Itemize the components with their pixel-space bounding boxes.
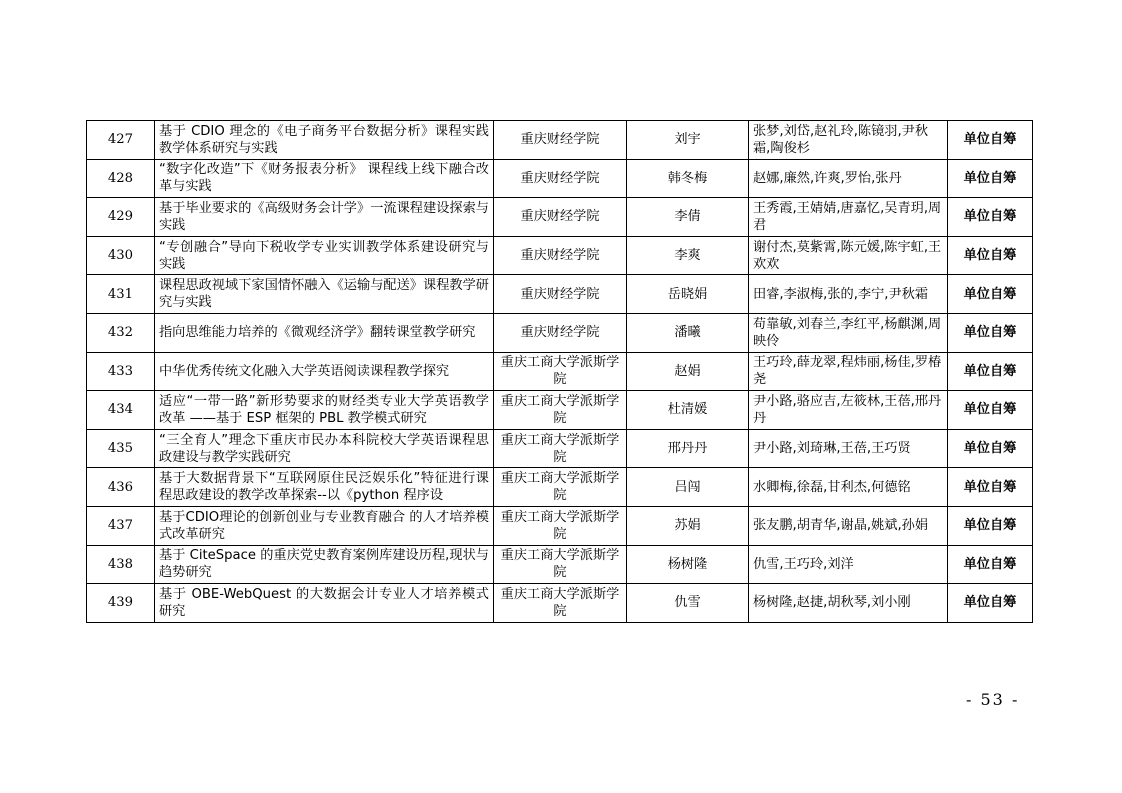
- table-row: [87, 429, 1033, 468]
- cell-funding: 单位自筹: [948, 236, 1033, 275]
- cell-number: 438: [87, 545, 155, 584]
- cell-members: 张友鹏,胡青华,谢晶,姚斌,孙娟: [749, 506, 948, 545]
- cell-members: 张梦,刘岱,赵礼玲,陈镜羽,尹秋霜,陶俊杉: [749, 121, 948, 160]
- cell-leader: 杜清媛: [627, 391, 749, 430]
- cell-project-title: 基于 CDIO 理念的《电子商务平台数据分析》课程实践教学体系研究与实践: [155, 121, 494, 160]
- cell-institution: 重庆工商大学派斯学院: [494, 468, 627, 507]
- table-row: [87, 468, 1033, 507]
- cell-project-title: “专创融合”导向下税收学专业实训教学体系建设研究与实践: [155, 236, 494, 275]
- cell-project-title: 基于大数据背景下“互联网原住民泛娱乐化”特征进行课程思政建设的教学改革探索--以《python 程序设: [155, 468, 494, 507]
- cell-leader: 岳晓娟: [627, 275, 749, 314]
- table-body: [87, 121, 1033, 623]
- page-number: - 53 -: [966, 690, 1020, 709]
- cell-funding: 单位自筹: [948, 584, 1033, 623]
- cell-project-title: 中华优秀传统文化融入大学英语阅读课程教学探究: [155, 352, 494, 391]
- cell-members: 仇雪,王巧玲,刘洋: [749, 545, 948, 584]
- cell-number: 433: [87, 352, 155, 391]
- cell-institution: 重庆工商大学派斯学院: [494, 545, 627, 584]
- cell-project-title: 基于毕业要求的《高级财务会计学》一流课程建设探索与实践: [155, 198, 494, 237]
- cell-number: 439: [87, 584, 155, 623]
- cell-institution: 重庆工商大学派斯学院: [494, 584, 627, 623]
- cell-institution: 重庆财经学院: [494, 159, 627, 198]
- cell-members: 王秀霞,王婧婧,唐嘉忆,吴青玥,周君: [749, 198, 948, 237]
- cell-number: 436: [87, 468, 155, 507]
- cell-leader: 潘曦: [627, 313, 749, 352]
- table-row: [87, 121, 1033, 160]
- table-row: [87, 275, 1033, 314]
- cell-institution: 重庆财经学院: [494, 275, 627, 314]
- cell-members: 尹小路,刘琦琳,王蓓,王巧贤: [749, 429, 948, 468]
- cell-project-title: “数字化改造”下《财务报表分析》 课程线上线下融合改革与实践: [155, 159, 494, 198]
- cell-number: 437: [87, 506, 155, 545]
- cell-leader: 吕闯: [627, 468, 749, 507]
- cell-funding: 单位自筹: [948, 198, 1033, 237]
- cell-members: 水卿梅,徐磊,甘利杰,何德铭: [749, 468, 948, 507]
- cell-institution: 重庆财经学院: [494, 236, 627, 275]
- cell-number: 434: [87, 391, 155, 430]
- table-row: [87, 584, 1033, 623]
- table-row: [87, 236, 1033, 275]
- cell-project-title: 指向思维能力培养的《微观经济学》翻转课堂教学研究: [155, 313, 494, 352]
- cell-funding: 单位自筹: [948, 352, 1033, 391]
- cell-members: 苟靠敏,刘春兰,李红平,杨麒渊,周映伶: [749, 313, 948, 352]
- cell-funding: 单位自筹: [948, 545, 1033, 584]
- cell-institution: 重庆工商大学派斯学院: [494, 506, 627, 545]
- cell-project-title: 课程思政视域下家国情怀融入《运输与配送》课程教学研究与实践: [155, 275, 494, 314]
- cell-project-title: 基于CDIO理论的创新创业与专业教育融合 的人才培养模式改革研究: [155, 506, 494, 545]
- cell-institution: 重庆工商大学派斯学院: [494, 429, 627, 468]
- table-row: [87, 159, 1033, 198]
- cell-funding: 单位自筹: [948, 468, 1033, 507]
- table-row: [87, 545, 1033, 584]
- table-row: [87, 198, 1033, 237]
- cell-project-title: “三全育人”理念下重庆市民办本科院校大学英语课程思政建设与教学实践研究: [155, 429, 494, 468]
- cell-institution: 重庆财经学院: [494, 121, 627, 160]
- project-table: [86, 120, 1033, 623]
- cell-leader: 李倩: [627, 198, 749, 237]
- table-row: [87, 352, 1033, 391]
- cell-number: 429: [87, 198, 155, 237]
- cell-number: 428: [87, 159, 155, 198]
- cell-number: 427: [87, 121, 155, 160]
- cell-number: 431: [87, 275, 155, 314]
- cell-funding: 单位自筹: [948, 391, 1033, 430]
- table-row: [87, 506, 1033, 545]
- cell-leader: 刘宇: [627, 121, 749, 160]
- cell-number: 435: [87, 429, 155, 468]
- cell-project-title: 基于 CiteSpace 的重庆党史教育案例库建设历程,现状与趋势研究: [155, 545, 494, 584]
- cell-funding: 单位自筹: [948, 429, 1033, 468]
- cell-members: 王巧玲,薛龙翠,程炜丽,杨佳,罗椿尧: [749, 352, 948, 391]
- cell-institution: 重庆工商大学派斯学院: [494, 352, 627, 391]
- cell-members: 尹小路,骆应吉,左筱林,王蓓,邢丹丹: [749, 391, 948, 430]
- cell-institution: 重庆工商大学派斯学院: [494, 391, 627, 430]
- cell-funding: 单位自筹: [948, 159, 1033, 198]
- cell-funding: 单位自筹: [948, 506, 1033, 545]
- cell-institution: 重庆财经学院: [494, 198, 627, 237]
- cell-number: 432: [87, 313, 155, 352]
- cell-members: 田睿,李淑梅,张的,李宁,尹秋霜: [749, 275, 948, 314]
- cell-leader: 苏娟: [627, 506, 749, 545]
- cell-leader: 杨树隆: [627, 545, 749, 584]
- cell-funding: 单位自筹: [948, 275, 1033, 314]
- cell-leader: 邢丹丹: [627, 429, 749, 468]
- cell-project-title: 基于 OBE-WebQuest 的大数据会计专业人才培养模式研究: [155, 584, 494, 623]
- cell-leader: 仇雪: [627, 584, 749, 623]
- table-row: [87, 313, 1033, 352]
- cell-members: 杨树隆,赵捷,胡秋琴,刘小刚: [749, 584, 948, 623]
- cell-funding: 单位自筹: [948, 121, 1033, 160]
- cell-institution: 重庆财经学院: [494, 313, 627, 352]
- cell-leader: 李爽: [627, 236, 749, 275]
- cell-members: 赵娜,廉然,许爽,罗怡,张丹: [749, 159, 948, 198]
- cell-members: 谢付杰,莫紫霄,陈元媛,陈宇虹,王欢欢: [749, 236, 948, 275]
- cell-number: 430: [87, 236, 155, 275]
- cell-funding: 单位自筹: [948, 313, 1033, 352]
- cell-project-title: 适应“一带一路”新形势要求的财经类专业大学英语教学改革 ——基于 ESP 框架的 PBL 教学模式研究: [155, 391, 494, 430]
- cell-leader: 赵娟: [627, 352, 749, 391]
- table-row: [87, 391, 1033, 430]
- cell-leader: 韩冬梅: [627, 159, 749, 198]
